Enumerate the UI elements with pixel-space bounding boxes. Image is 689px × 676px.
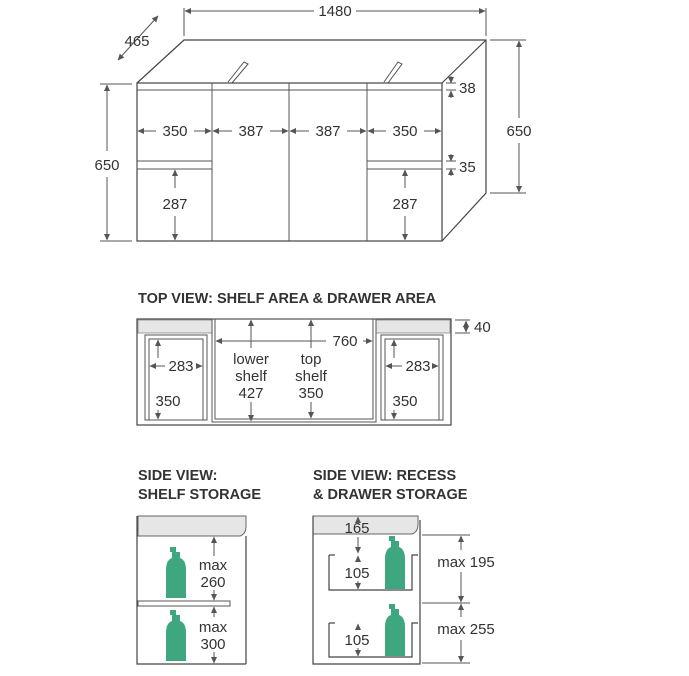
lower-shelf-label-1: lower [233, 351, 269, 368]
countertop-left [138, 320, 212, 333]
drawer-width-left: 350 [162, 123, 188, 140]
recess-value: 165 [344, 520, 370, 537]
width-value: 1480 [318, 3, 352, 20]
height-right-value: 650 [506, 123, 532, 140]
drawer-rail-left [137, 161, 212, 169]
side-view-shelf [137, 468, 261, 664]
lower-max-label: max [198, 619, 228, 636]
lower-drawer-value: 105 [344, 632, 370, 649]
upper-max-value: 260 [200, 574, 226, 591]
door-width-right: 387 [315, 123, 341, 140]
right-depth-value: 350 [392, 393, 418, 410]
drawer-width-right: 350 [392, 123, 418, 140]
side-drawer-heading-1: SIDE VIEW: RECESS [313, 468, 457, 484]
top-shelf-label-2: shelf [295, 368, 327, 385]
bottle-lower-icon [166, 610, 186, 661]
depth-value: 465 [124, 33, 150, 50]
top-shelf-label-1: top [300, 351, 322, 368]
lower-shelf-label-2: shelf [235, 368, 267, 385]
left-width-value: 283 [168, 358, 194, 375]
top-view-heading: TOP VIEW: SHELF AREA & DRAWER AREA [138, 291, 437, 307]
door-width-left: 387 [238, 123, 264, 140]
top-view [137, 291, 491, 425]
center-width-value: 760 [332, 333, 358, 350]
shelf-side-outline [137, 516, 246, 664]
cabinet-right-top-edge [442, 40, 486, 83]
drawer-bottle-lower-icon [385, 604, 405, 656]
bottle-upper-icon [166, 547, 186, 598]
side-shelf-heading-1: SIDE VIEW: [138, 468, 218, 484]
upper-max-depth: max 195 [437, 554, 495, 571]
drawer-bottle-upper-icon [385, 536, 405, 589]
drawer-rail-right [367, 161, 442, 169]
lower-max-value: 300 [200, 636, 226, 653]
right-width-value: 283 [405, 358, 431, 375]
side-shelf-heading-2: SHELF STORAGE [138, 487, 261, 503]
upper-max-label: max [198, 557, 228, 574]
shelf-countertop [138, 516, 246, 536]
top-depth-value: 40 [474, 319, 491, 336]
drawer-height-left: 287 [162, 196, 188, 213]
lower-max-depth: max 255 [437, 621, 495, 638]
side-drawer-heading-2: & DRAWER STORAGE [313, 487, 468, 503]
front-view [94, 3, 531, 241]
mid-rail-value: 35 [459, 159, 476, 176]
basin-right [384, 62, 402, 83]
top-shelf-value: 350 [298, 385, 324, 402]
side-view-drawer [313, 468, 495, 664]
height-left-value: 650 [94, 157, 120, 174]
basin-left [228, 62, 248, 83]
upper-drawer-value: 105 [344, 565, 370, 582]
countertop-right [376, 320, 450, 333]
top-rail-value: 38 [459, 80, 476, 97]
cabinet-top-outline [137, 40, 486, 241]
left-depth-value: 350 [155, 393, 181, 410]
shelf-board [138, 601, 230, 606]
drawer-height-right: 287 [392, 196, 418, 213]
lower-shelf-value: 427 [238, 385, 264, 402]
